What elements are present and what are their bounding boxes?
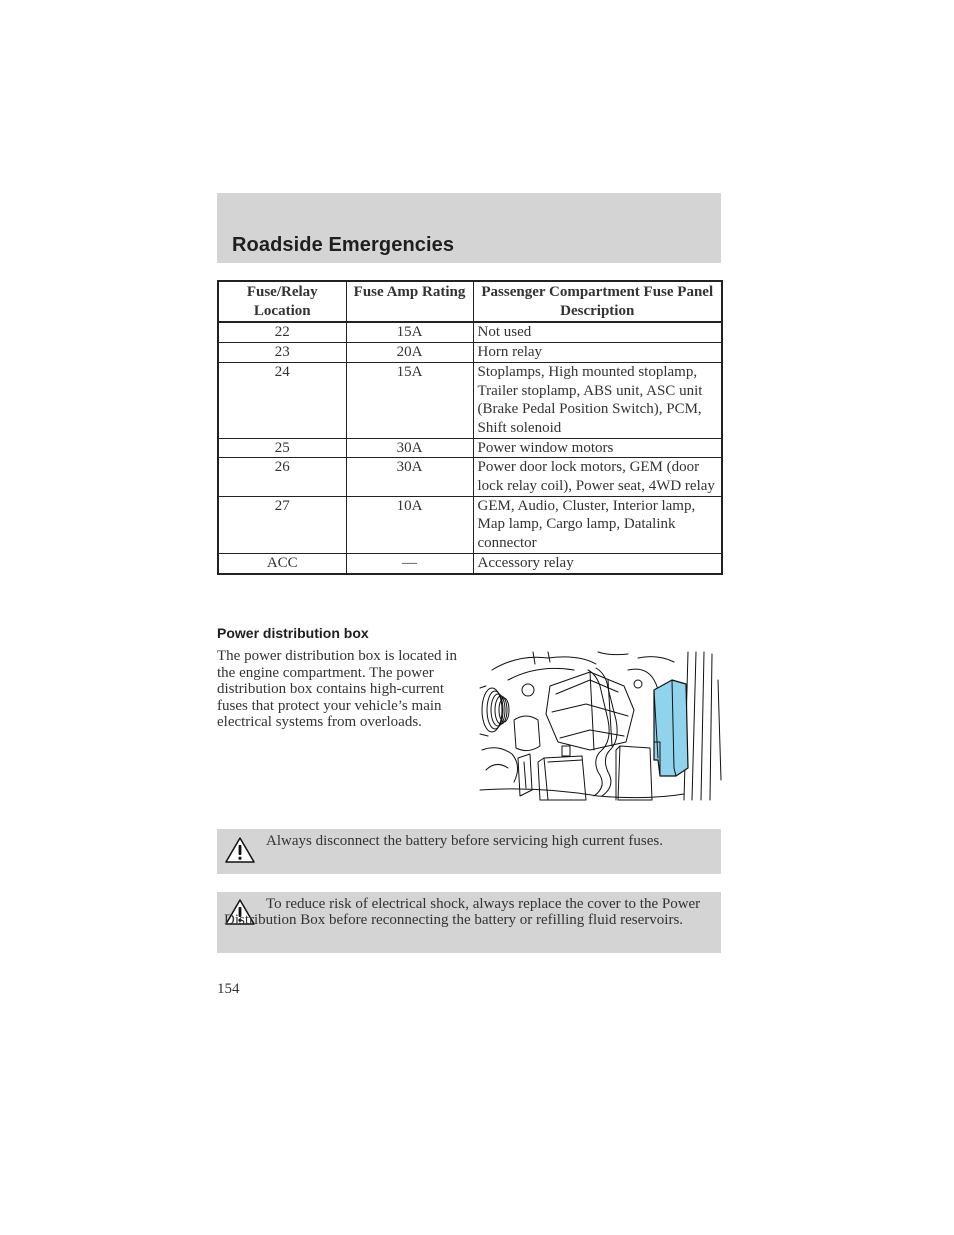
fuse-rating-cell: 30A bbox=[346, 438, 473, 458]
fuse-location-cell: 24 bbox=[218, 362, 346, 438]
table-row bbox=[218, 322, 722, 342]
fuse-rating-cell: 20A bbox=[346, 343, 473, 363]
page-number: 154 bbox=[217, 981, 240, 997]
fuse-table bbox=[217, 280, 723, 575]
table-row bbox=[218, 343, 722, 363]
table-row bbox=[218, 362, 722, 438]
body-paragraph: The power distribution box is located in the engine compartment. The power distribution box contains high-current fuses that protect your vehicle’s main electrical systems from overloads. bbox=[217, 648, 457, 730]
fuse-description-cell: Stoplamps, High mounted stoplamp, Trailer stoplamp, ABS unit, ASC unit (Brake Pedal Position Switch), PCM, Shift solenoid bbox=[473, 362, 722, 438]
section-heading: Power distribution box bbox=[217, 625, 369, 641]
fuse-location-cell: 23 bbox=[218, 343, 346, 363]
fuse-description-cell: GEM, Audio, Cluster, Interior lamp, Map lamp, Cargo lamp, Datalink connector bbox=[473, 496, 722, 553]
fuse-description-cell: Accessory relay bbox=[473, 553, 722, 573]
fuse-rating-cell: 15A bbox=[346, 322, 473, 342]
fuse-location-cell: 26 bbox=[218, 458, 346, 496]
column-header-description: Passenger Compartment Fuse Panel Description bbox=[473, 281, 722, 322]
warning-triangle-icon bbox=[224, 836, 256, 864]
power-distribution-box-highlight bbox=[654, 680, 688, 776]
table-row bbox=[218, 458, 722, 496]
fuse-rating-cell: 10A bbox=[346, 496, 473, 553]
fuse-rating-cell: 15A bbox=[346, 362, 473, 438]
table-row bbox=[218, 553, 722, 573]
engine-compartment-illustration bbox=[478, 650, 722, 802]
column-header-rating: Fuse Amp Rating bbox=[346, 281, 473, 322]
fuse-location-cell: 27 bbox=[218, 496, 346, 553]
fuse-description-cell: Power door lock motors, GEM (door lock relay coil), Power seat, 4WD relay bbox=[473, 458, 722, 496]
fuse-location-cell: 25 bbox=[218, 438, 346, 458]
warning-text: Always disconnect the battery before servicing high current fuses. bbox=[266, 833, 663, 849]
table-header-row bbox=[218, 281, 722, 322]
fuse-description-cell: Not used bbox=[473, 322, 722, 342]
table-row bbox=[218, 438, 722, 458]
section-header-band bbox=[217, 193, 721, 263]
fuse-location-cell: 22 bbox=[218, 322, 346, 342]
fuse-rating-cell: 30A bbox=[346, 458, 473, 496]
fuse-description-cell: Horn relay bbox=[473, 343, 722, 363]
fuse-description-cell: Power window motors bbox=[473, 438, 722, 458]
warning-callout bbox=[217, 829, 721, 874]
table-row bbox=[218, 496, 722, 553]
warning-callout bbox=[217, 892, 721, 953]
fuse-location-cell: ACC bbox=[218, 553, 346, 573]
fuse-rating-cell: — bbox=[346, 553, 473, 573]
warning-text: To reduce risk of electrical shock, always replace the cover to the Power Distribution Box before reconnecting the battery or refilling fluid reservoirs. bbox=[224, 896, 701, 929]
column-header-location: Fuse/Relay Location bbox=[218, 281, 346, 322]
page-title: Roadside Emergencies bbox=[232, 234, 455, 256]
